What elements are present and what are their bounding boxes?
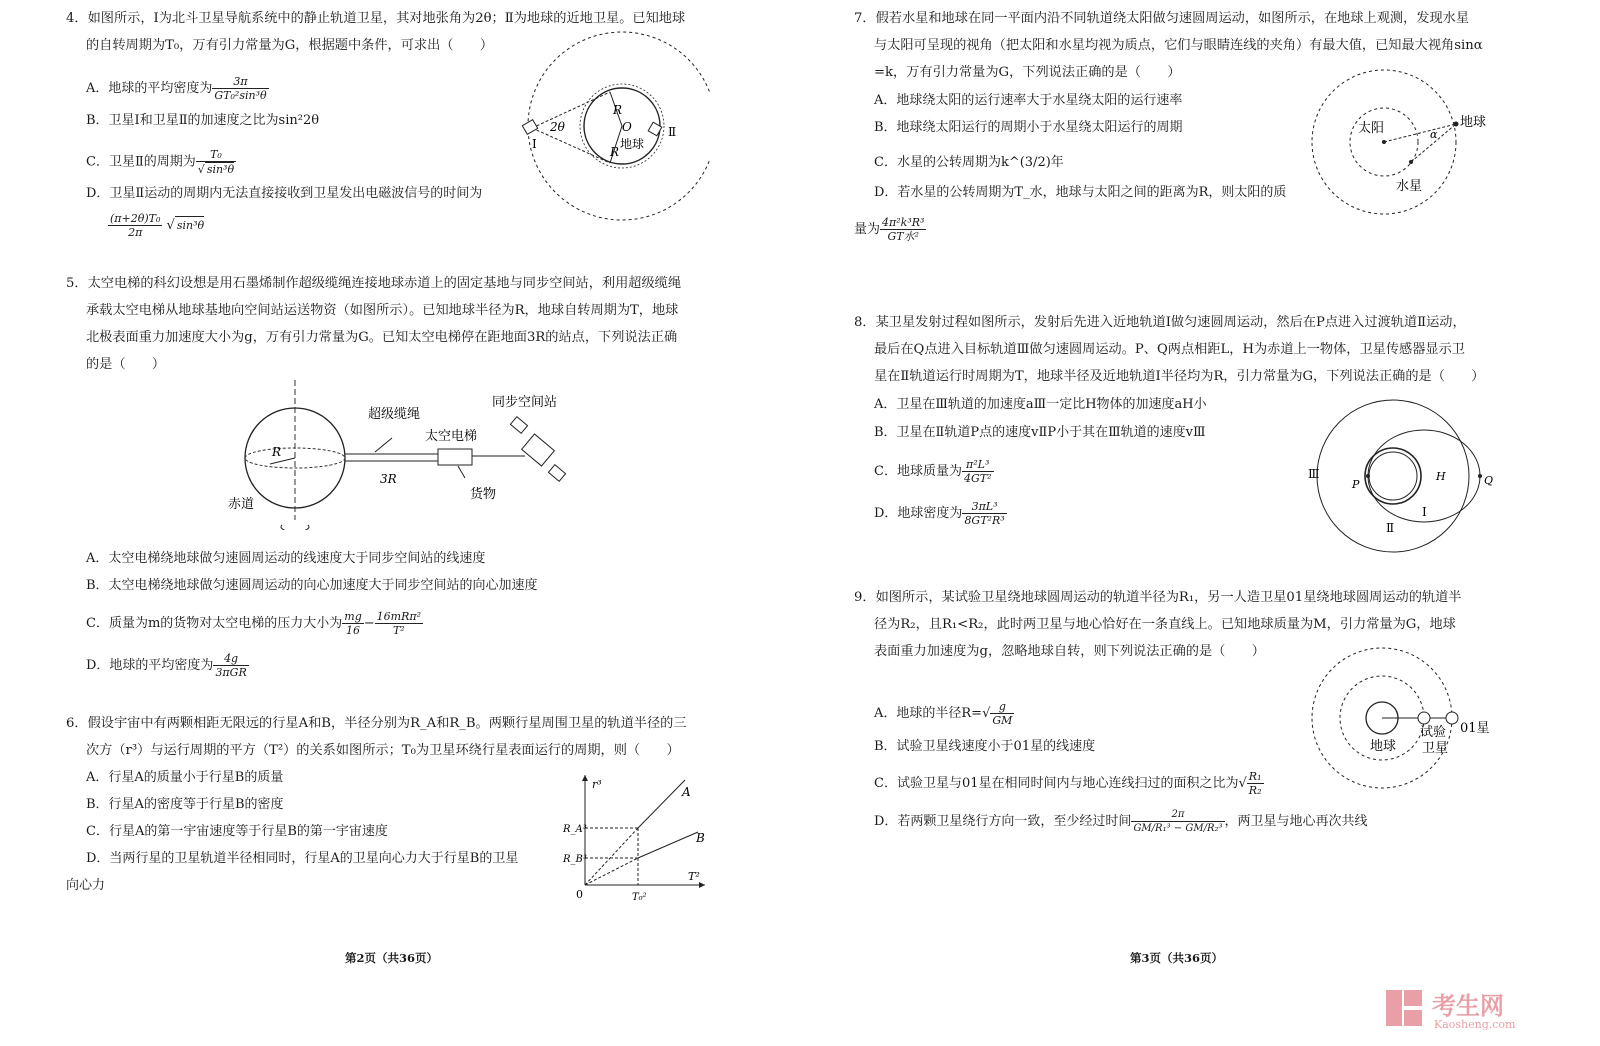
- q8-label-q: Q: [1484, 474, 1494, 487]
- q4-option-d-formula: $\frac{\text{(π+2θ)T₀}}{2\pi}$ √ sin³θ: [110, 212, 205, 239]
- q9-option-a: A．地球的半径R=√ $\frac{g}{GM}$: [874, 700, 1013, 727]
- q8-stem-line3: 星在Ⅱ轨道运行时周期为T，地球半径及近地轨道Ⅰ半径均为R，引力常量为G，下列说法正确的是（ ）: [874, 369, 1485, 384]
- q5-label-equator: 赤道: [228, 497, 255, 512]
- satellite-1-icon: [522, 120, 537, 135]
- q5-label-3r: 3R: [380, 472, 397, 486]
- q8-figure: [1306, 398, 1506, 558]
- q5-cable-pointer: [375, 438, 392, 452]
- watermark-brand: 考生网: [1432, 991, 1504, 1020]
- q4-option-a: A．地球的平均密度为 $\frac{3\pi}{\text{GT₀²sin³θ}}$: [86, 75, 267, 102]
- q6-option-d-cont: 向心力: [66, 878, 106, 893]
- q6-line-a-dashed: [585, 828, 638, 885]
- q5-figure: [220, 380, 590, 530]
- point-p-icon: [1366, 474, 1370, 478]
- q6-stem-line1: 6．假设宇宙中有两颗相距无限远的行星A和B，半径分别为R_A和R_B。两颗行星周围卫星的轨道半径的三: [66, 716, 687, 731]
- q5-option-d: D．地球的平均密度为 $\frac{4g}{\text{3πGR}}$: [86, 652, 247, 679]
- q6-label-b: B: [696, 831, 705, 845]
- q4-figure: [510, 18, 710, 228]
- q4-label-r1: R: [613, 103, 623, 117]
- q4-stem-line2: 的自转周期为T₀，万有引力常量为G，根据题中条件，可求出（ ）: [86, 38, 494, 53]
- watermark-url: Kaosheng.com: [1434, 1018, 1516, 1030]
- q8-label-h: H: [1436, 470, 1446, 483]
- space-station-icon: [510, 417, 565, 482]
- q6-label-rb: R_B³: [563, 854, 587, 865]
- right-page-footer: 第3页（共36页）: [1130, 951, 1224, 965]
- q7-label-sun: 太阳: [1358, 121, 1385, 136]
- q7-line-sun-earth: [1384, 124, 1456, 142]
- q8-option-c: C．地球质量为 $\frac{\text{π²L³}}{\text{4GT²}}$: [874, 458, 992, 485]
- kaosheng-logo-icon: [1386, 990, 1422, 1026]
- q4-tangent-upper: [532, 92, 610, 128]
- watermark: [1382, 986, 1582, 1034]
- satellite-01-icon: [1446, 712, 1458, 724]
- q4-label-o: O: [622, 120, 632, 134]
- q6-line-a: [638, 780, 685, 828]
- q6-label-t0: T₀²: [632, 892, 647, 903]
- q7-label-earth: 地球: [1460, 115, 1487, 130]
- q9-label-test: 试验: [1420, 725, 1447, 740]
- left-page: [0, 0, 790, 1046]
- q9-option-c: C．试验卫星与01星在相同时间内与地心连线扫过的面积之比为√ $\frac{\text{R₁}}{\text{R₂}}$: [874, 770, 1262, 797]
- q8-earth: [1369, 452, 1417, 500]
- q6-stem-line2: 次方（r³）与运行周期的平方（T²）的关系如图所示；T₀为卫星环绕行星表面运行的周期，则（ ）: [86, 743, 680, 758]
- q7-option-d: D．若水星的公转周期为T_水，地球与太阳之间的距离为R，则太阳的质: [874, 185, 1287, 200]
- q6-option-c: C．行星A的第一宇宙速度等于行星B的第一宇宙速度: [86, 824, 388, 839]
- q7-option-d-cont: 量为 $\frac{\text{4π²k³R³}}{\text{GT水²}}$: [854, 216, 925, 243]
- q6-option-d: D．当两行星的卫星轨道半径相同时，行星A的卫星向心力大于行星B的卫星: [86, 851, 519, 866]
- q9-option-b: B．试验卫星线速度小于01星的线速度: [874, 739, 1096, 754]
- q8-option-a: A．卫星在Ⅲ轨道的加速度aⅢ一定比H物体的加速度aH小: [874, 397, 1207, 412]
- q6-x-arrow-icon: [699, 882, 705, 888]
- q7-option-c: C．水星的公转周期为k^(3/2)年: [874, 155, 1064, 170]
- q7-option-a: A．地球绕太阳的运行速率大于水星绕太阳的运行速率: [874, 93, 1183, 108]
- q7-option-b: B．地球绕太阳运行的周期小于水星绕太阳运行的周期: [874, 120, 1183, 135]
- q8-option-d: D．地球密度为 $\frac{\text{3πL³}}{\text{8GT²R³}}$: [874, 500, 1005, 527]
- q6-option-a: A．行星A的质量小于行星B的质量: [86, 770, 284, 785]
- q5-option-b: B．太空电梯绕地球做匀速圆周运动的向心加速度大于同步空间站的向心加速度: [86, 578, 538, 593]
- q6-option-b: B．行星A的密度等于行星B的密度: [86, 797, 284, 812]
- q6-label-y: r³: [592, 778, 602, 791]
- q7-figure: [1308, 68, 1518, 218]
- q9-label-01: 01星: [1460, 721, 1490, 736]
- q6-label-a: A: [682, 785, 691, 799]
- q5-stem-line3: 北极表面重力加速度大小为g，万有引力常量为G。已知太空电梯停在距地面3R的站点，下列说法正确: [86, 330, 678, 345]
- q5-stem-line1: 5．太空电梯的科幻设想是用石墨烯制作超级缆绳连接地球赤道上的固定基地与同步空间站，利用超级缆绳: [66, 276, 682, 291]
- rotation-arrow-icon: [281, 525, 309, 530]
- q5-label-cable: 超级缆绳: [368, 407, 421, 422]
- space-elevator-icon: [438, 449, 472, 465]
- q9-stem-line3: 表面重力加速度为g，忽略地球自转，则下列说法正确的是（ ）: [874, 644, 1265, 659]
- q7-label-mercury: 水星: [1396, 179, 1423, 194]
- test-satellite-icon: [1418, 712, 1430, 724]
- q8-stem-line1: 8．某卫星发射过程如图所示，发射后先进入近地轨道Ⅰ做匀速圆周运动，然后在P点进入过渡轨道Ⅱ运动，: [854, 315, 1466, 330]
- left-page-footer: 第2页（共36页）: [345, 951, 439, 965]
- q6-label-origin: 0: [576, 888, 583, 901]
- q4-tangent-lower: [532, 128, 610, 163]
- q6-label-ra: R_A³: [563, 824, 587, 835]
- q4-label-sat2: Ⅱ: [668, 125, 677, 139]
- q4-option-b: B．卫星Ⅰ和卫星Ⅱ的加速度之比为sin²2θ: [86, 113, 320, 128]
- q6-line-b: [638, 832, 698, 858]
- q9-option-d: D．若两颗卫星绕行方向一致，至少经过时间 $\frac{2\pi}{\text{GM/R₁³ − GM/R₂³}}$ ，两卫星与地心再次共线: [874, 809, 1368, 834]
- q9-label-earth: 地球: [1370, 739, 1397, 754]
- q6-figure: [560, 770, 710, 910]
- q6-line-b-dashed: [585, 858, 638, 885]
- q4-option-d: D．卫星Ⅱ运动的周期内无法直接接收到卫星发出电磁波信号的时间为: [86, 186, 483, 201]
- q8-orbit-1: [1365, 448, 1421, 504]
- q7-label-alpha: α: [1430, 128, 1438, 141]
- q5-label-elevator: 太空电梯: [425, 429, 478, 444]
- q8-label-3: Ⅲ: [1308, 467, 1320, 481]
- q6-y-arrow-icon: [582, 775, 588, 781]
- q8-label-1: Ⅰ: [1422, 505, 1427, 519]
- q9-stem-line2: 径为R₂，且R₁<R₂，此时两卫星与地心恰好在一条直线上。已知地球质量为M，引力常量为G，地球: [874, 617, 1456, 632]
- q5-label-r: R: [272, 445, 282, 459]
- q4-label-sat1: Ⅰ: [532, 137, 537, 151]
- right-page: [808, 0, 1600, 1046]
- q8-label-2: Ⅱ: [1386, 521, 1395, 535]
- q8-option-b: B．卫星在Ⅱ轨道P点的速度vⅡP小于其在Ⅲ轨道的速度vⅢ: [874, 425, 1206, 440]
- q4-label-r2: R: [610, 145, 620, 159]
- q5-option-c: C．质量为m的货物对太空电梯的压力大小为 $\frac{mg}{16}$ − $\frac{\text{16mRπ²}}{\text{T²}}$: [86, 610, 422, 637]
- q4-label-angle: 2θ: [550, 120, 565, 134]
- q9-stem-line1: 9．如图所示，某试验卫星绕地球圆周运动的轨道半径为R₁，另一人造卫星01星绕地球圆周运动的轨道半: [854, 590, 1462, 605]
- q5-cargo-pointer: [458, 466, 465, 478]
- point-q-icon: [1478, 474, 1482, 478]
- q5-label-station: 同步空间站: [492, 395, 558, 410]
- q4-label-earth: 地球: [620, 137, 645, 151]
- q6-label-x: T²: [688, 870, 700, 883]
- q7-stem-line1: 7．假若水星和地球在同一平面内沿不同轨道绕太阳做匀速圆周运动，如图所示，在地球上观测，发现水星: [854, 11, 1470, 26]
- q9-figure: [1306, 642, 1506, 792]
- q5-stem-line4: 的是（ ）: [86, 357, 166, 372]
- watermark-svg: [1382, 986, 1582, 1030]
- q7-stem-line3: =k，万有引力常量为G，下列说法正确的是（ ）: [874, 65, 1181, 80]
- q5-stem-line2: 承载太空电梯从地球基地向空间站运送物资（如图所示）。已知地球半径为R，地球自转周期为T，地球: [86, 303, 679, 318]
- q9-label-sat: 卫星: [1422, 741, 1449, 756]
- q4-option-c: C．卫星Ⅱ的周期为 $\frac{\text{T₀}}{\text{√ sin³θ}}$: [86, 148, 235, 176]
- q8-label-p: P: [1352, 478, 1360, 491]
- q5-label-cargo: 货物: [470, 487, 497, 502]
- q7-stem-line2: 与太阳可呈现的视角（把太阳和水星均视为质点，它们与眼睛连线的夹角）有最大值，已知最大视角sinα: [874, 38, 1483, 53]
- q8-stem-line2: 最后在Q点进入目标轨道Ⅲ做匀速圆周运动。P、Q两点相距L，H为赤道上一物体，卫星传感器显示卫: [874, 342, 1465, 357]
- q4-stem-line1: 4．如图所示，Ⅰ为北斗卫星导航系统中的静止轨道卫星，其对地张角为2θ；Ⅱ为地球的近地卫星。已知地球: [66, 11, 686, 26]
- q5-option-a: A．太空电梯绕地球做匀速圆周运动的线速度大于同步空间站的线速度: [86, 551, 486, 566]
